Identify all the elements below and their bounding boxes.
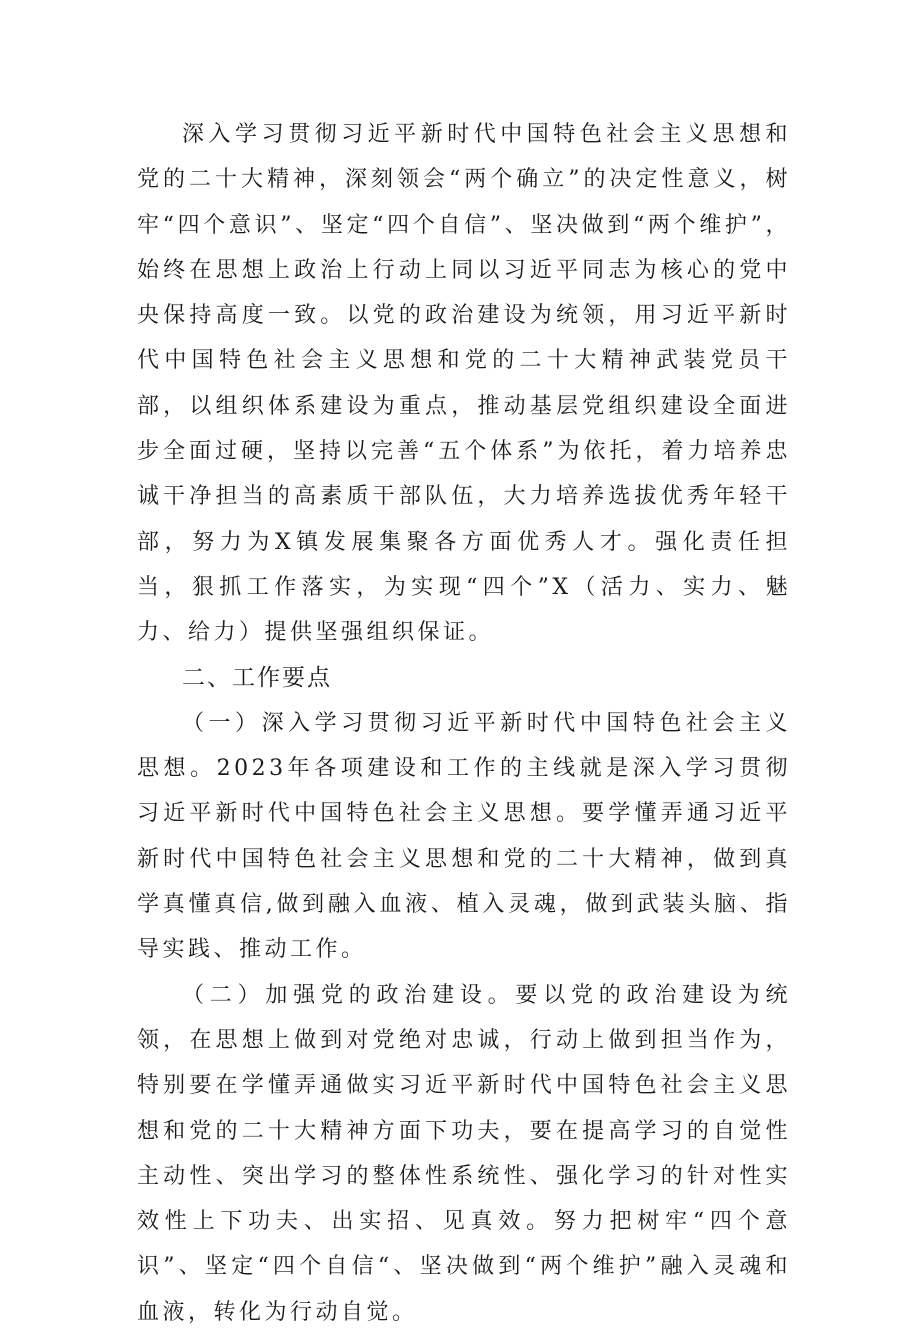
paragraph-item-1: （一）深入学习贯彻习近平新时代中国特色社会主义思想。2023年各项建设和工作的主线就是深入学习贯彻习近平新时代中国特色社会主义思想。要学懂弄通习近平新时代中国特色社会主义思想和党的二十大精神，做到真学真懂真信,做到融入血液、植入灵魂，做到武装头脑、指导实践、推动工作。 <box>137 710 791 963</box>
paragraph-guiding-ideology: 深入学习贯彻习近平新时代中国特色社会主义思想和党的二十大精神，深刻领会“两个确立”的决定性意义，树牢“四个意识”、坚定“四个自信”、坚决做到“两个维护”，始终在思想上政治上行动上同以习近平同志为核心的党中央保持高度一致。以党的政治建设为统领，用习近平新时代中国特色社会主义思想和党的二十大精神武装党员干部，以组织体系建设为重点，推动基层党组织建设全面进步全面过硬，坚持以完善“五个体系”为依托，着力培养忠诚干净担当的高素质干部队伍，大力培养选拔优秀年轻干部，努力为X镇发展集聚各方面优秀人才。强化责任担当，狠抓工作落实，为实现“四个”X（活力、实力、魅力、给力）提供坚强组织保证。 <box>137 122 791 646</box>
paragraph-item-2: （二）加强党的政治建设。要以党的政治建设为统领，在思想上做到对党绝对忠诚，行动上做到担当作为，特别要在学懂弄通做实习近平新时代中国特色社会主义思想和党的二十大精神方面下功夫，要在提高学习的自觉性主动性、突出学习的整体性系统性、强化学习的针对性实效性上下功夫、出实招、见真效。努力把树牢“四个意识”、坚定“四个自信“、坚决做到“两个维护”融入灵魂和血液，转化为行动自觉。 <box>137 982 791 1325</box>
document-body <box>137 112 791 1335</box>
section-heading-work-points: 二、工作要点 <box>182 664 332 691</box>
